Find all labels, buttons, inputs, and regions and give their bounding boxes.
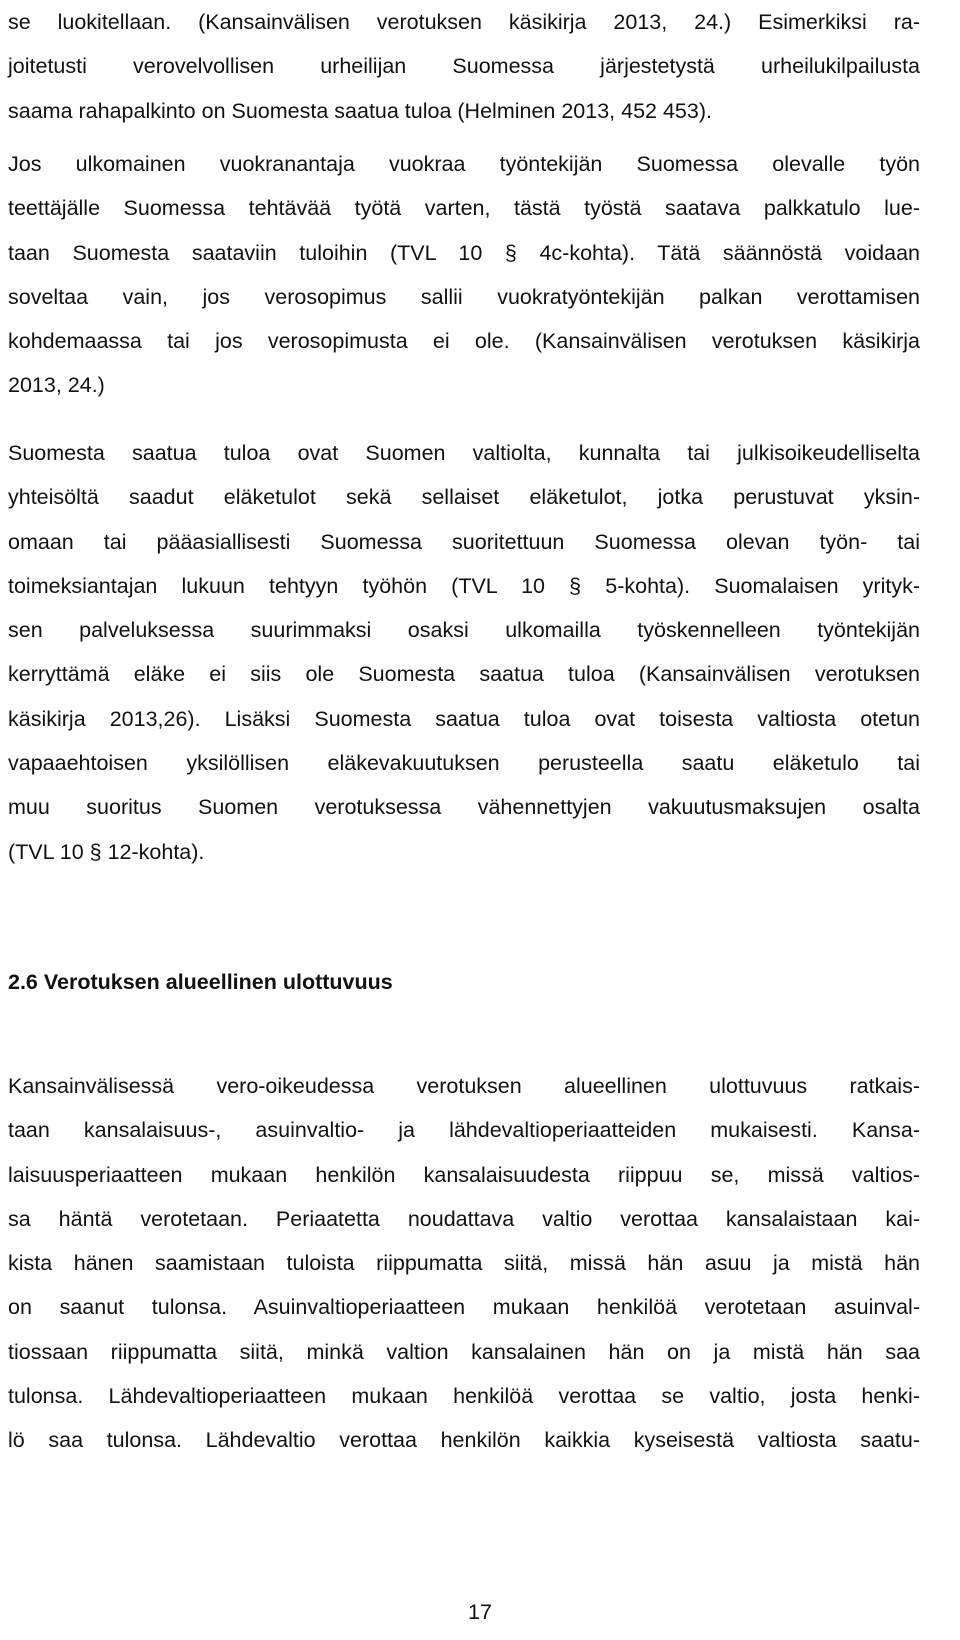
text-line: tulonsa. Lähdevaltioperiaatteen mukaan henkilöä verottaa se valtio, josta henki- [8, 1384, 920, 1409]
text-line: 2013, 24.) [8, 373, 105, 398]
text-line: tiossaan riippumatta siitä, minkä valtion kansalainen hän on ja mistä hän saa [8, 1339, 920, 1364]
paragraph-alueellinen-ulottuvuus [8, 1064, 920, 1463]
text-line: joitetusti verovelvollisen urheilijan Suomessa järjestetystä urheilukilpailusta [8, 54, 920, 79]
section-heading: 2.6 Verotuksen alueellinen ulottuvuus [8, 970, 393, 994]
text-line: Jos ulkomainen vuokranantaja vuokraa työntekijän Suomessa olevalle työn [8, 152, 920, 176]
text-line: kerryttämä eläke ei siis ole Suomesta saatua tuloa (Kansainvälisen verotuksen [8, 662, 920, 687]
text-line: toimeksiantajan lukuun tehtyyn työhön (TVL 10 § 5-kohta). Suomalaisen yrityk- [8, 573, 920, 598]
text-line: muu suoritus Suomen verotuksessa vähennettyjen vakuutusmaksujen osalta [8, 795, 920, 820]
text-line: sa häntä verotetaan. Periaatetta noudattava valtio verottaa kansalaistaan kai- [8, 1206, 920, 1231]
text-line: lö saa tulonsa. Lähdevaltio verottaa henkilön kaikkia kyseisestä valtiosta saatu- [8, 1428, 920, 1453]
text-line: saama rahapalkinto on Suomesta saatua tuloa (Helminen 2013, 452 453). [8, 98, 712, 123]
text-line: se luokitellaan. (Kansainvälisen verotuksen käsikirja 2013, 24.) Esimerkiksi ra- [8, 10, 920, 34]
text-line: käsikirja 2013,26). Lisäksi Suomesta saatua tuloa ovat toisesta valtiosta otetun [8, 706, 920, 731]
text-line: kista hänen saamistaan tuloista riippumatta siitä, missä hän asuu ja mistä hän [8, 1251, 920, 1276]
text-line: vapaaehtoisen yksilöllisen eläkevakuutuksen perusteella saatu eläketulo tai [8, 751, 920, 776]
text-line: teettäjälle Suomessa tehtävää työtä varten, tästä työstä saatava palkkatulo lue- [8, 196, 920, 221]
text-line: yhteisöltä saadut eläketulot sekä sellaiset eläketulot, jotka perustuvat yksin- [8, 485, 920, 510]
text-line: soveltaa vain, jos verosopimus sallii vuokratyöntekijän palkan verottamisen [8, 284, 920, 309]
paragraph-intro [8, 0, 920, 133]
text-line: kohdemaassa tai jos verosopimusta ei ole. (Kansainvälisen verotuksen käsikirja [8, 329, 920, 354]
text-line: on saanut tulonsa. Asuinvaltioperiaatteen mukaan henkilöä verotetaan asuinval- [8, 1295, 920, 1320]
text-line: Kansainvälisessä vero-oikeudessa verotuksen alueellinen ulottuvuus ratkais- [8, 1074, 920, 1098]
paragraph-elaketulot [8, 431, 920, 874]
text-line: laisuusperiaatteen mukaan henkilön kansalaisuudesta riippuu se, missä valtios- [8, 1162, 920, 1187]
page-number: 17 [468, 1600, 492, 1624]
text-line: taan kansalaisuus-, asuinvaltio- ja lähdevaltioperiaatteiden mukaisesti. Kansa- [8, 1118, 920, 1143]
text-line: (TVL 10 § 12-kohta). [8, 839, 205, 864]
paragraph-vuokratyo [8, 142, 920, 408]
text-line: sen palveluksessa suurimmaksi osaksi ulkomailla työskennelleen työntekijän [8, 618, 920, 643]
text-line: Suomesta saatua tuloa ovat Suomen valtiolta, kunnalta tai julkisoikeudelliselta [8, 441, 920, 465]
text-line: omaan tai pääasiallisesti Suomessa suoritettuun Suomessa olevan työn- tai [8, 529, 920, 554]
text-line: taan Suomesta saataviin tuloihin (TVL 10 § 4c-kohta). Tätä säännöstä voidaan [8, 240, 920, 265]
